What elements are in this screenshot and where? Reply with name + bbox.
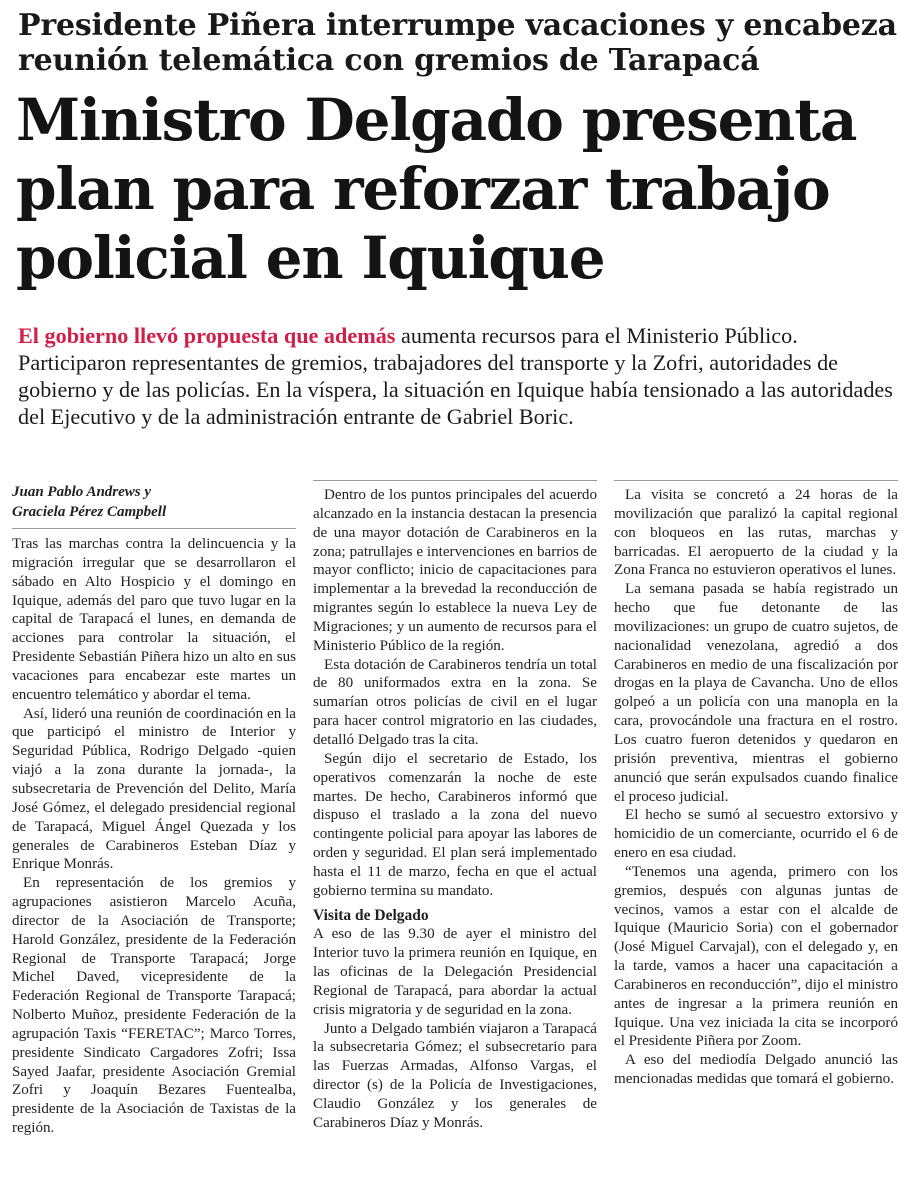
body-paragraph: Según dijo el secretario de Estado, los operativos comenzarán la noche de este martes. De hecho, Carabineros informó que dispuso el traslado a la zona del nuevo contingente policial para apoyar las labores de orden y seguridad. El plan será implementado hasta el 11 de marzo, fecha en que el actual gobierno termina su mandato. bbox=[313, 750, 597, 899]
body-paragraph: El hecho se sumó al secuestro extorsivo y homicidio de un comerciante, ocurrido el 6 de enero en esa ciudad. bbox=[614, 807, 898, 862]
body-paragraph: Junto a Delgado también viajaron a Tarapacá la subsecretaria Gómez; el subsecretario para las Fuerzas Armadas, Alfonso Vargas, el director (s) de la Policía de Investigaciones, Claudio González y los generales de Carabineros Díaz y Monrás. bbox=[313, 1020, 597, 1131]
headline: Ministro Delgado presenta plan para reforzar trabajo policial en Iquique bbox=[16, 86, 857, 292]
article-column-2 bbox=[313, 470, 597, 1133]
body-paragraph: La visita se concretó a 24 horas de la movilización que paralizó la capital regional con bloqueos en las rutas, marchas y barricadas. El aeropuerto de la ciudad y la Zona Franca no estuvieron operativos el lunes. bbox=[614, 487, 898, 579]
section-subhead: Visita de Delgado bbox=[313, 906, 429, 924]
byline-line-1: Juan Pablo Andrews y bbox=[12, 484, 152, 500]
kicker: Presidente Piñera interrumpe vacaciones y encabeza reunión telemática con gremios de Tarapacá bbox=[18, 8, 897, 78]
article-column-3 bbox=[614, 470, 898, 1089]
body-paragraph: “Tenemos una agenda, primero con los gremios, después con algunas juntas de vecinos, vamos a estar con el alcalde de Iquique (Mauricio Soria) con el gobernador (José Miguel Carvajal), con el delegado y, en la tarde, vamos a hacer una capacitación a Carabineros en reconducción”, dijo el ministro antes de ingresar a la primera reunión en Iquique. Una vez iniciada la cita se incorporó el Presidente Piñera por Zoom. bbox=[614, 863, 898, 1050]
body-paragraph: Esta dotación de Carabineros tendría un total de 80 uniformados extra en la zona. Se sumarían otros policías de civil en el lugar para hacer control migratorio en las ciudades, detalló Delgado tras la cita. bbox=[313, 656, 597, 748]
lead-text: aumenta recursos para el Ministerio Público. Participaron representantes de gremios, trabajadores del transporte y la Zofri, autoridades de gobierno y de las policías. En la víspera, la situación en Iquique había tensionado a las autoridades del Ejecutivo y de la administración entrante de Gabriel Boric. bbox=[18, 323, 893, 429]
byline bbox=[12, 482, 296, 529]
body-paragraph: Dentro de los puntos principales del acuerdo alcanzado en la instancia destacan la presencia de una mayor dotación de Carabineros en la zona; patrullajes e intervenciones en barrios de mayor conflicto; inicio de capacitaciones para implementar a la brevedad la reconducción de migrantes según lo establece la nueva Ley de Migraciones; y un aumento de recursos para el Ministerio Público de la región. bbox=[313, 487, 597, 654]
article-column-1 bbox=[12, 470, 296, 1138]
body-paragraph: Tras las marchas contra la delincuencia y la migración irregular que se desarrollaron el sábado en Alto Hospicio y el domingo en Iquique, además del paro que tuvo lugar en la capital de Tarapacá el lunes, en demanda de acciones para controlar la situación, el Presidente Sebastián Piñera hizo un alto en sus vacaciones para encabezar este martes un encuentro telemático y abordar el tema. bbox=[12, 536, 296, 703]
body-paragraph: A eso del mediodía Delgado anunció las mencionadas medidas que tomará el gobierno. bbox=[614, 1052, 898, 1088]
body-paragraph: A eso de las 9.30 de ayer el ministro del Interior tuvo la primera reunión en Iquique, en las oficinas de la Delegación Presidencial Regional de Tarapacá, para abordar la actual crisis migratoria y de seguridad en la zona. bbox=[313, 926, 597, 1018]
body-paragraph: Así, lideró una reunión de coordinación en la que participó el ministro de Interior y Seguridad Pública, Rodrigo Delgado -quien viajó a la zona durante la jornada-, la subsecretaria de Prevención del Delito, María José Gómez, el delegado presidencial regional de Tarapacá, Miguel Ángel Quezada y los generales de Carabineros Esteban Díaz y Enrique Monrás. bbox=[12, 705, 296, 873]
body-paragraph: En representación de los gremios y agrupaciones asistieron Marcelo Acuña, director de la Asociación de Transporte; Harold González, presidente de la Federación Regional de Transporte Tarapacá; Jorge Michel Daved, vicepresidente de la Federación Regional de Transporte Tarapacá; Nolberto Muñoz, presidente Federación de la agrupación Taxis “FERETAC”; Marco Torres, presidente Sindicato Cargadores Zofri; Issa Sayed Jaafar, presidente Asociación Gremial Zofri y Joaquín Bezares Fuentealba, presidente de la Asociación de Taxistas de la región. bbox=[12, 875, 296, 1137]
lead-paragraph bbox=[18, 322, 898, 430]
lead-highlight: El gobierno llevó propuesta que además bbox=[18, 323, 396, 348]
body-paragraph: La semana pasada se había registrado un hecho que fue detonante de las movilizaciones: un grupo de cuatro sujetos, de nacionalidad venezolana, agredió a dos Carabineros en medio de una fiscalización por drogas en la playa de Cavancha. Uno de ellos golpeó a un policía con una manopla en la cara, provocándole una fractura en el rostro. Los cuatro fueron detenidos y quedaron en prisión preventiva, mientras el gobierno anunció que serán expulsados cuando finalice el proceso judicial. bbox=[614, 581, 898, 805]
byline-line-2: Graciela Pérez Campbell bbox=[12, 504, 167, 520]
